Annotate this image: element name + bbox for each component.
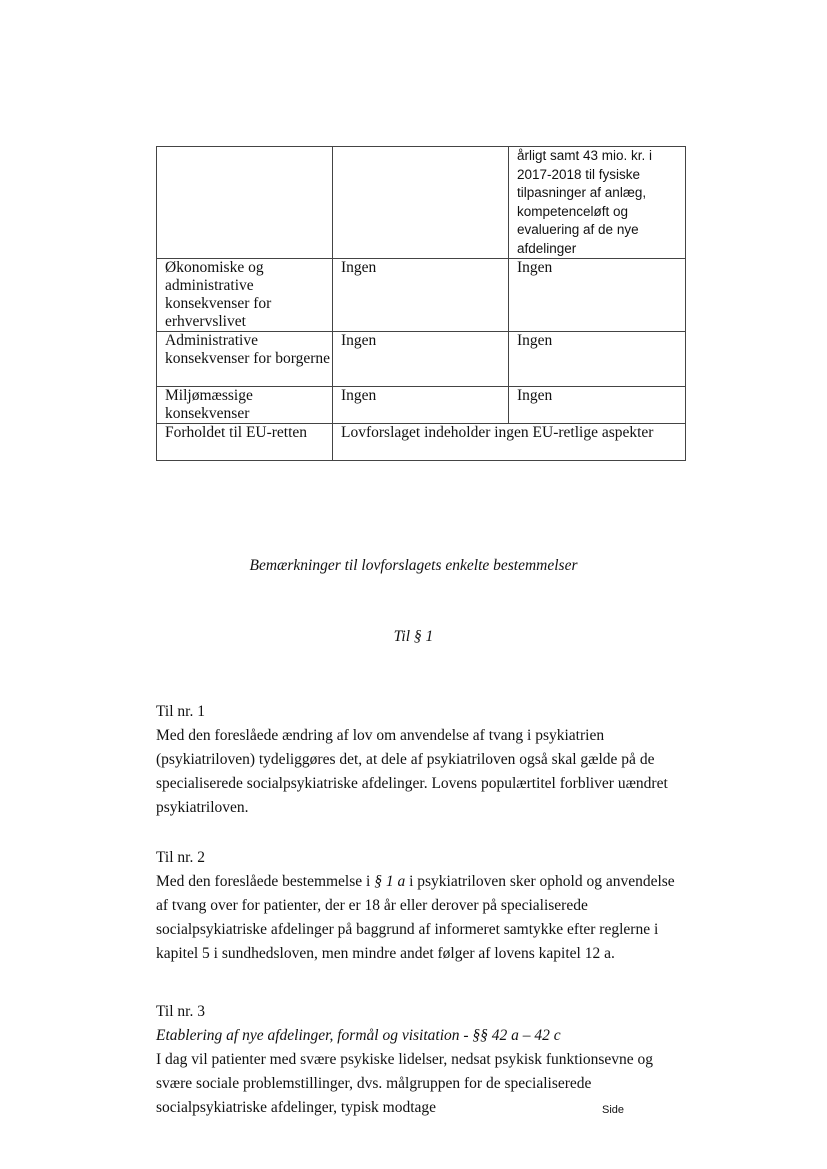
table-cell-value: Ingen (333, 387, 509, 424)
table-row (157, 332, 686, 387)
page-footer-label: Side (602, 1104, 625, 1116)
body-text: Med den foreslåede bestemmelse i (156, 873, 375, 890)
section-title: Til nr. 3 (156, 1003, 205, 1020)
section-nr-2 (156, 846, 676, 966)
table-row (157, 147, 686, 259)
table-cell-value: årligt samt 43 mio. kr. i 2017-2018 til fysiske tilpasninger af anlæg, kompetenceløft og evaluering af de nye afdelinger (509, 147, 686, 259)
paragraph-heading: Til § 1 (393, 628, 434, 645)
section-nr-1 (156, 700, 676, 820)
table-cell-label (157, 147, 333, 259)
table-cell-value: Ingen (509, 259, 686, 332)
table-row (157, 424, 686, 461)
table-cell-label: Administrative konsekvenser for borgerne (157, 332, 333, 387)
section-body: Med den foreslåede ændring af lov om anvendelse af tvang i psykiatrien (psykiatriloven) tydeliggøres det, at dele af psykiatriloven også skal gælde på de specialiserede socialpsykiatriske afdelinger. Lovens populærtitel forbliver uændret psykiatriloven. (156, 727, 668, 816)
table-cell-value: Ingen (509, 332, 686, 387)
section-title: Til nr. 1 (156, 703, 205, 720)
table-cell-value: Ingen (333, 332, 509, 387)
table-cell-label: Miljømæssige konsekvenser (157, 387, 333, 424)
section-nr-3 (156, 1000, 676, 1120)
section-subtitle: Etablering af nye afdelinger, formål og visitation - §§ 42 a – 42 c (156, 1027, 561, 1044)
paragraph-reference: § 1 a (374, 873, 406, 890)
table-cell-label: Økonomiske og administrative konsekvenser for erhvervslivet (157, 259, 333, 332)
table-row (157, 387, 686, 424)
table-cell-value: Lovforslaget indeholder ingen EU-retlige aspekter (333, 424, 686, 461)
consequences-table (156, 146, 686, 461)
section-body (156, 870, 676, 966)
remarks-heading: Bemærkninger til lovforslagets enkelte bestemmelser (249, 557, 578, 574)
table-row (157, 259, 686, 332)
table-cell-value (333, 147, 509, 259)
table-cell-value: Ingen (333, 259, 509, 332)
section-title: Til nr. 2 (156, 849, 205, 866)
body-text: i psykiatriloven sker ophold og anvendelse af tvang over for patienter, der er 18 år eller derover på specialiserede socialpsykiatriske afdelinger på baggrund af informeret samtykke efter reglerne i kapitel 5 i sundhedsloven, men mindre andet følger af lovens kapitel 12 a. (156, 873, 675, 962)
table-cell-value: Ingen (509, 387, 686, 424)
table-cell-label: Forholdet til EU-retten (157, 424, 333, 461)
section-body: I dag vil patienter med svære psykiske lidelser, nedsat psykisk funktionsevne og svære sociale problemstillinger, dvs. målgruppen for de specialiserede socialpsykiatriske afdelinger, typisk modtage (156, 1051, 654, 1116)
